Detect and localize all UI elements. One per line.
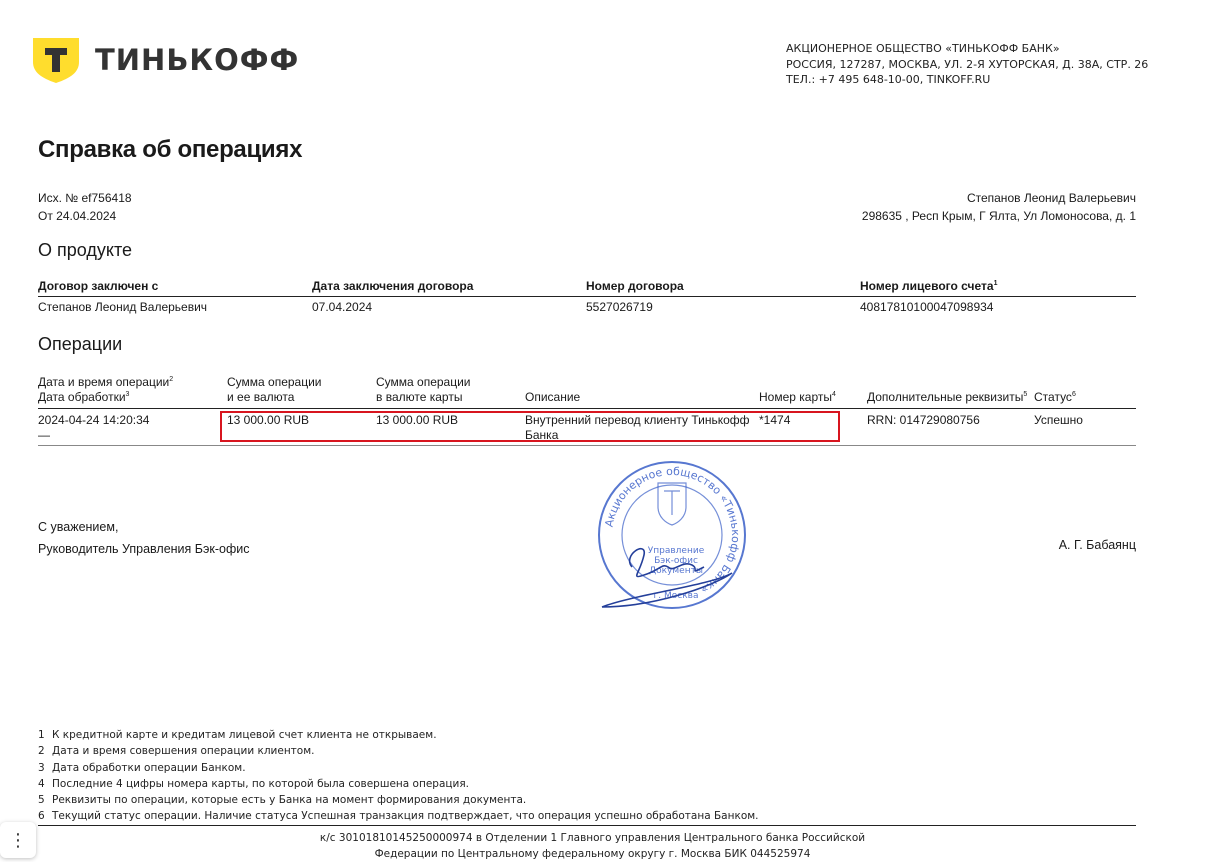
footnote-1: 1 К кредитной карте и кредитам лицевой счет клиента не открываем. [38,729,437,741]
operation-details: RRN: 014729080756 [867,413,980,427]
operations-table-header [38,374,1136,409]
signer-name: А. Г. Бабаянц [1058,538,1136,552]
more-options-button[interactable] [0,822,36,858]
footnote-5: 5 Реквизиты по операции, которые есть у Банка на момент формирования документа. [38,794,527,807]
product-section-title: О продукте [38,240,133,260]
operation-datetime: 2024-04-24 14:20:34 — [38,413,150,442]
header-account-number: Номер лицевого счета$^1$ [860,279,998,293]
signer-position: Руководитель Управления Бэк-офис [38,542,250,556]
document-meta [38,189,132,225]
closing-block [38,516,249,560]
stamp-ring-text: Акционерное общество «Тинькофф Банк» [602,464,743,597]
bank-info [786,41,1148,88]
document-date: От 24.04.2024 [38,209,117,223]
contract-holder: Степанов Леонид Валерьевич [38,300,208,314]
bank-contacts: ТЕЛ.: +7 495 648-10-00, TINKOFF.RU [786,73,991,86]
footnotes [38,727,759,825]
operation-card: *1474 [759,413,791,427]
footer-divider [38,825,1136,826]
account-number: 40817810100047098934 [860,300,994,314]
stamp-line2: Бэк-офис [654,556,698,566]
operation-amount: 13 000.00 RUB [227,413,310,427]
header-contract-number: Номер договора [586,279,684,293]
operations-section-title: Операции [38,334,123,354]
stamp-line1: Управление [647,546,705,556]
bank-name: АКЦИОНЕРНОЕ ОБЩЕСТВО «ТИНЬКОФФ БАНК» [786,42,1060,55]
recipient-name: Степанов Леонид Валерьевич [966,191,1136,205]
footnote-2: 2 Дата и время совершения операции клиентом. [38,745,315,758]
regards-text: С уважением, [38,520,119,534]
bank-stamp [592,455,752,615]
tinkoff-logo [31,36,299,84]
header-description: Описание [525,390,581,404]
header-contract-date: Дата заключения договора [312,279,474,293]
recipient-block [862,189,1136,225]
logo-wordmark: ТИНЬКОФФ [95,43,300,77]
document-title: Справка об операциях [38,136,303,163]
kebab-menu-icon: ⋮ [9,829,27,850]
operation-card-amount: 13 000.00 RUB [376,413,459,427]
product-table-row [38,297,1136,317]
header-amount: Сумма операции и ее валюта [227,375,322,404]
bank-address: РОССИЯ, 127287, МОСКВА, УЛ. 2-Я ХУТОРСКАЯ, Д. 38А, СТР. 26 [786,57,1149,71]
header-card-number: Номер карты$^4$ [759,390,836,404]
operation-description: Внутренний перевод клиенту Тинькофф Банка [525,413,750,442]
footnote-3: 3 Дата обработки операции Банком. [38,761,246,774]
header-card-amount: Сумма операции в валюте карты [376,375,471,404]
shield-logo-icon [31,36,81,84]
footer-bank-details: к/с 30101810145250000974 в Отделении 1 Главного управления Центрального банка Российской Федерации по Центральному федеральному округу г. Москва БИК 044525974 [319,832,866,860]
header-contract-with: Договор заключен с [38,279,159,293]
header-datetime: Дата и время операции$^2$ Дата обработки$^3$ [38,375,174,404]
product-table-header [38,278,1136,297]
operation-status: Успешно [1034,413,1083,427]
recipient-address: 298635 , Респ Крым, Г Ялта, Ул Ломоносова, д. 1 [861,209,1136,223]
stamp-city: г. Москва [653,591,699,601]
header-status: Статус$^6$ [1034,390,1076,404]
footnote-6: 6 Текущий статус операции. Наличие статуса Успешная транзакция подтверждает, что операция успешно обработана Банком. [38,810,759,823]
ref-number: Исх. № ef756418 [38,191,132,205]
header-details: Дополнительные реквизиты$^5$ [867,390,1028,404]
footnote-4: 4 Последние 4 цифры номера карты, по которой была совершена операция. [38,777,470,790]
highlight-box [220,411,840,442]
stamp-line3: Документы [649,566,703,576]
contract-date: 07.04.2024 [312,300,373,314]
product-table [38,278,1136,317]
contract-number: 5527026719 [586,300,653,314]
